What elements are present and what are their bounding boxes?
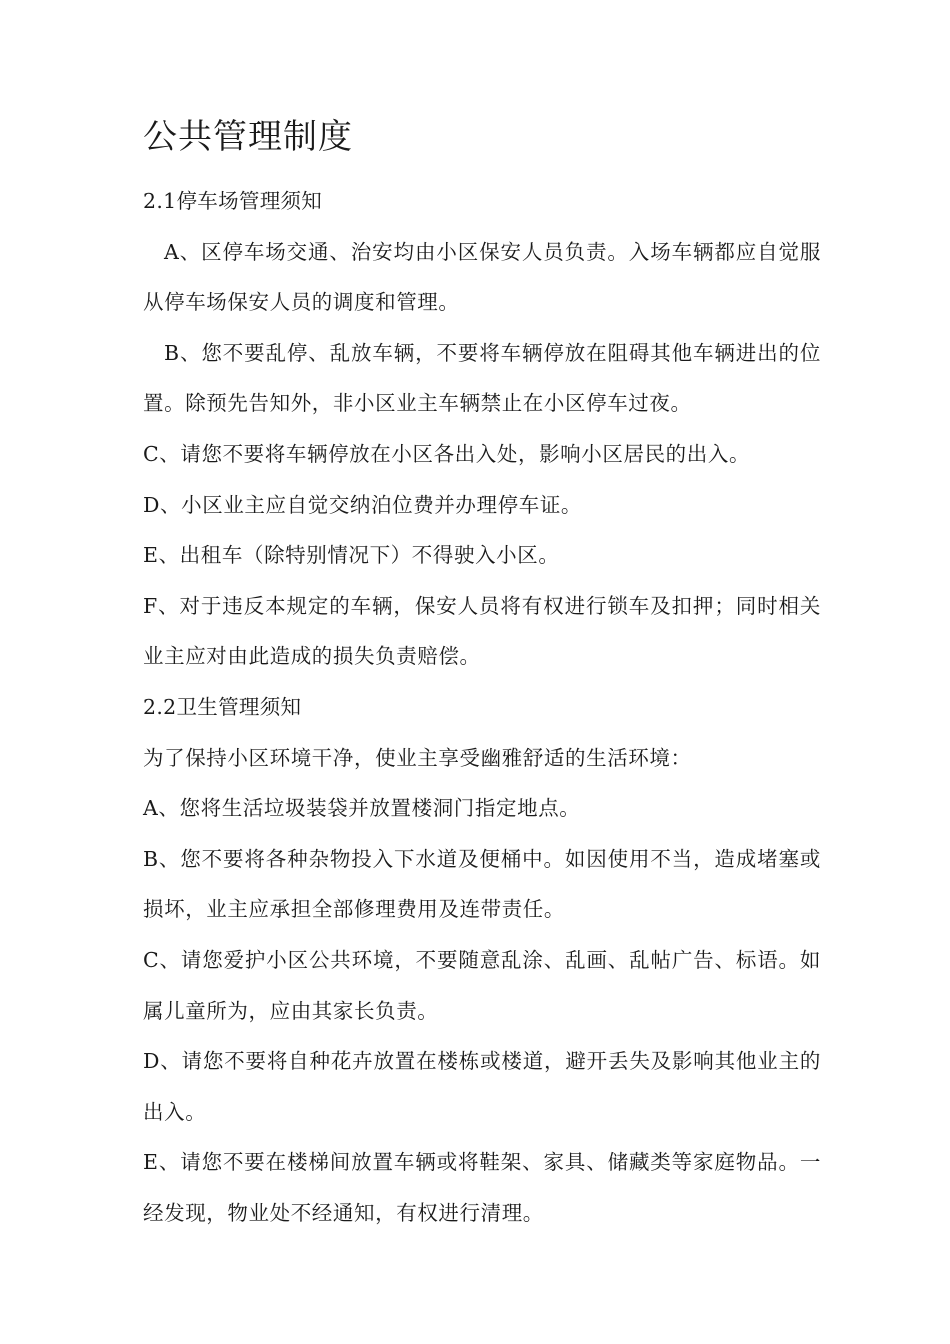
parking-rule-b: B、您不要乱停、乱放车辆，不要将车辆停放在阻碍其他车辆进出的位置。除预先告知外，非小区业主车辆禁止在小区停车过夜。	[143, 340, 821, 416]
document-body	[143, 176, 821, 1238]
sanitation-rule-c: C、请您爱护小区公共环境，不要随意乱涂、乱画、乱帖广告、标语。如属儿童所为，应由其家长负责。	[143, 947, 821, 1023]
parking-rule-a: A、区停车场交通、治安均由小区保安人员负责。入场车辆都应自觉服从停车场保安人员的调度和管理。	[143, 239, 821, 315]
parking-rule-d: D、小区业主应自觉交纳泊位费并办理停车证。	[143, 492, 583, 517]
section-heading-sanitation: 2.2卫生管理须知	[143, 694, 302, 719]
sanitation-rule-b: B、您不要将各种杂物投入下水道及便桶中。如因使用不当，造成堵塞或损坏，业主应承担全部修理费用及连带责任。	[143, 846, 821, 922]
parking-rule-e: E、出租车（除特别情况下）不得驶入小区。	[143, 543, 560, 568]
parking-rule-c: C、请您不要将车辆停放在小区各出入处，影响小区居民的出入。	[143, 441, 751, 466]
sanitation-rule-a: A、您将生活垃圾装袋并放置楼洞门指定地点。	[143, 796, 581, 821]
document-title: 公共管理制度	[143, 117, 353, 157]
sanitation-rule-d: D、请您不要将自种花卉放置在楼栋或楼道，避开丢失及影响其他业主的出入。	[143, 1049, 821, 1124]
sanitation-rule-e: E、请您不要在楼梯间放置车辆或将鞋架、家具、储藏类等家庭物品。一经发现，物业处不经通知，有权进行清理。	[143, 1150, 821, 1225]
section-heading-parking: 2.1停车场管理须知	[143, 189, 323, 213]
sanitation-intro: 为了保持小区环境干净，使业主享受幽雅舒适的生活环境：	[143, 745, 692, 770]
parking-rule-f: F、对于违反本规定的车辆，保安人员将有权进行锁车及扣押；同时相关业主应对由此造成的损失负责赔偿。	[143, 593, 821, 669]
